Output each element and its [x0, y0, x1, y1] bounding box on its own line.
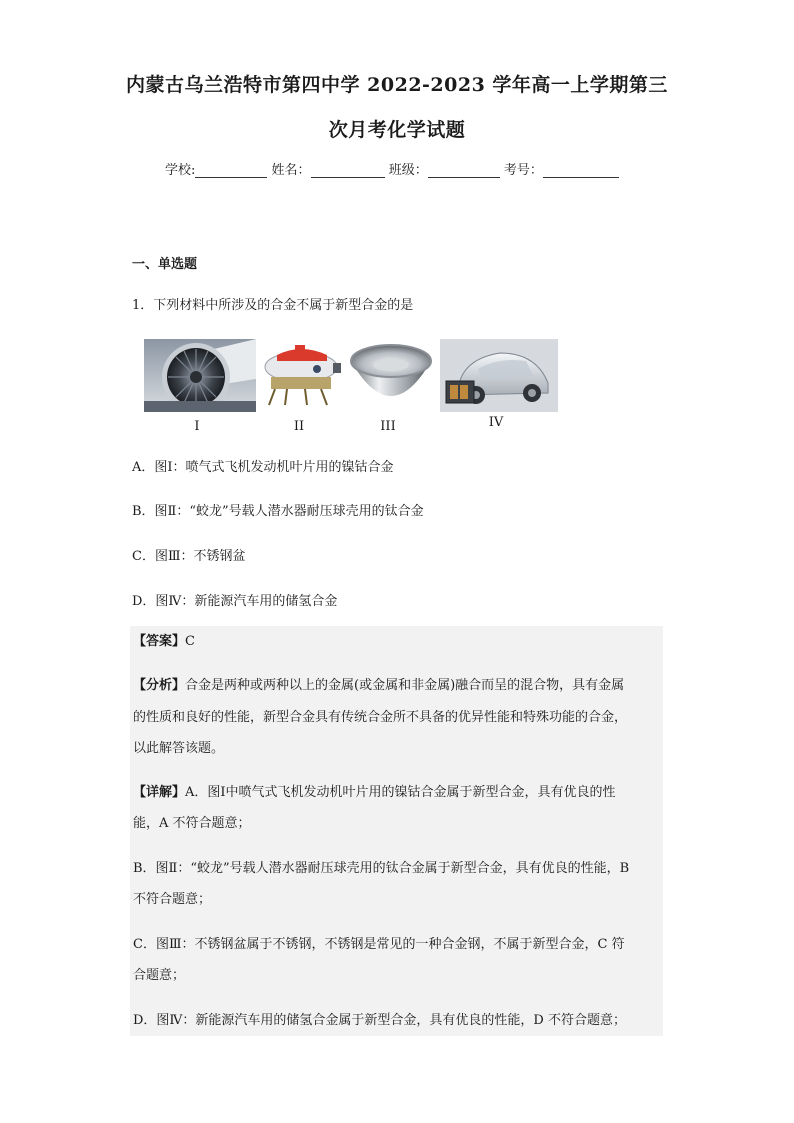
answer-tag: 【答案】: [133, 634, 186, 649]
detail-tag: 【详解】: [133, 785, 186, 800]
answer-value: C: [185, 634, 195, 649]
detail-line-1: [133, 785, 616, 801]
detail-line-7: D．图Ⅳ：新能源汽车用的储氢合金属于新型合金，具有优良的性能，D 不符合题意；: [133, 1013, 626, 1028]
exam-number-blank[interactable]: [543, 163, 619, 178]
analysis-text-1: 合金是两种或两种以上的金属(或金属和非金属)融合而呈的混合物，具有金属: [185, 678, 625, 693]
school-label: 学校:: [165, 163, 196, 178]
exam-number-label: 考号：: [503, 163, 543, 178]
option-b: B．图Ⅱ：“蛟龙”号载人潜水器耐压球壳用的钛合金: [132, 504, 424, 519]
option-d: D．图Ⅳ：新能源汽车用的储氢合金: [132, 594, 338, 609]
answer-line: [133, 634, 195, 650]
document-title-line-1: 内蒙古乌兰浩特市第四中学 2022-2023 学年高一上学期第三: [126, 74, 668, 96]
detail-line-5: C．图Ⅲ：不锈钢盆属于不锈钢，不锈钢是常见的一种合金钢，不属于新型合金，C 符: [133, 937, 625, 952]
option-a: A．图Ⅰ：喷气式飞机发动机叶片用的镍钴合金: [132, 460, 394, 475]
figure-caption-1: I: [194, 419, 200, 434]
analysis-line-2: 的性质和良好的性能，新型合金具有传统合金所不具备的优异性能和特殊功能的合金，: [133, 710, 628, 725]
figure-group: [144, 339, 564, 439]
document-title-line-2: 次月考化学试题: [328, 119, 466, 141]
detail-text-1: A．图Ⅰ中喷气式飞机发动机叶片用的镍钴合金属于新型合金，具有优良的性: [185, 785, 616, 800]
detail-line-6: 合题意；: [133, 968, 186, 983]
stainless-bowl-image: [347, 339, 435, 412]
jet-engine-image: [144, 339, 256, 412]
section-title: 一、单选题: [132, 257, 198, 272]
detail-line-2: 能，A 不符合题意；: [133, 816, 251, 831]
name-blank[interactable]: [311, 163, 385, 178]
detail-line-4: 不符合题意；: [133, 892, 212, 907]
student-info-line: [165, 159, 619, 178]
figure-caption-2: II: [293, 419, 305, 434]
analysis-line-3: 以此解答该题。: [133, 741, 225, 756]
option-c: C．图Ⅲ：不锈钢盆: [132, 549, 246, 564]
analysis-tag: 【分析】: [133, 678, 186, 693]
name-label: 姓名：: [271, 163, 311, 178]
submersible-image: [257, 339, 345, 412]
school-blank[interactable]: [195, 163, 267, 178]
detail-line-3: B．图Ⅱ：“蛟龙”号载人潜水器耐压球壳用的钛合金属于新型合金，具有优良的性能，B: [133, 861, 630, 876]
analysis-line-1: [133, 678, 624, 694]
figure-caption-3: III: [380, 419, 396, 434]
hydrogen-vehicle-image: [440, 339, 558, 412]
question-stem: 1．下列材料中所涉及的合金不属于新型合金的是: [132, 298, 414, 313]
figure-caption-4: IV: [488, 415, 504, 430]
class-label: 班级：: [388, 163, 428, 178]
class-blank[interactable]: [428, 163, 500, 178]
